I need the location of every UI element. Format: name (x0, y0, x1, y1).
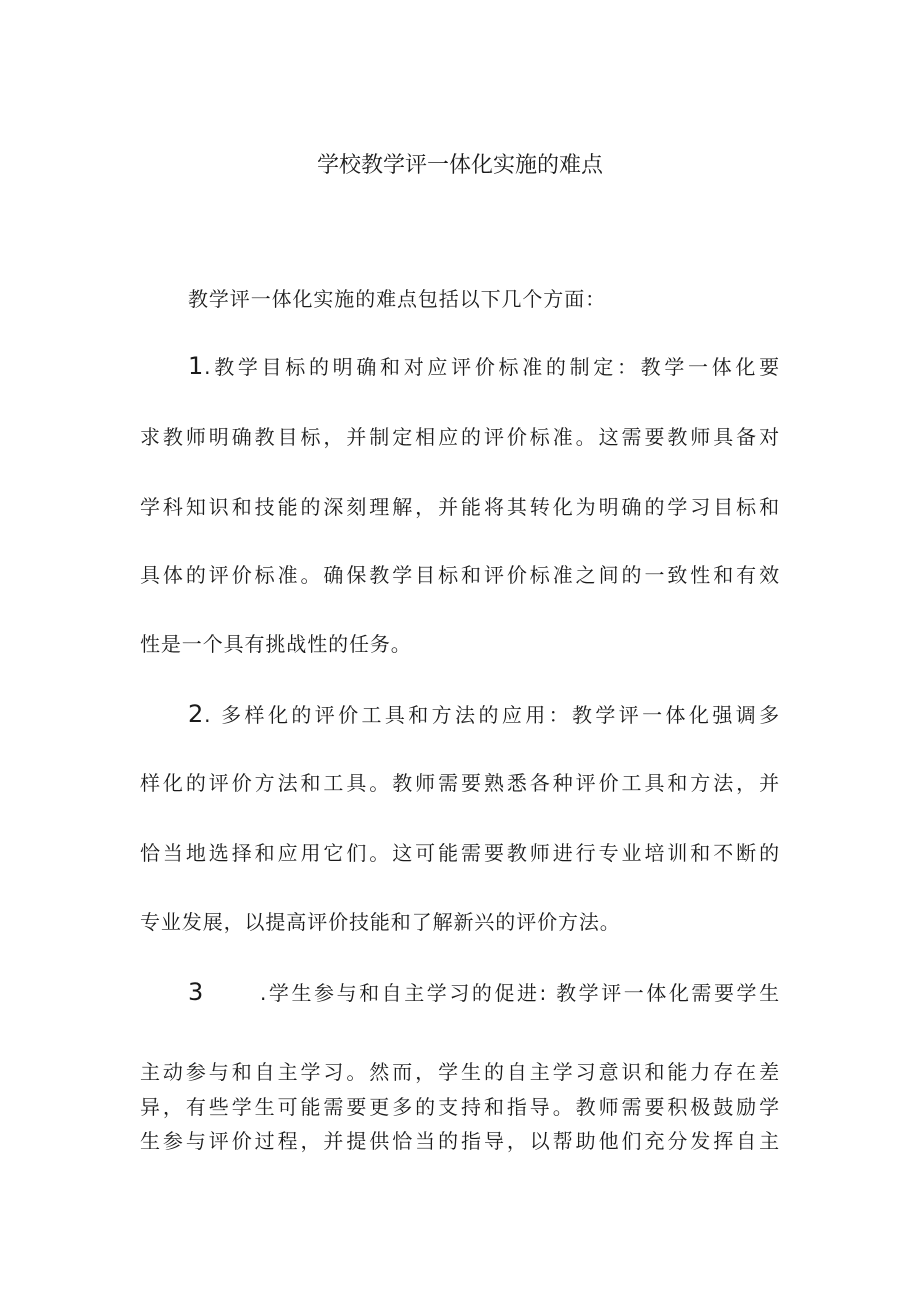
section-1-line-5: 性是一个具有挑战性的任务。 (140, 632, 412, 656)
section-1-line-3: 学科知识和技能的深刻理解，并能将其转化为明确的学习目标和 (140, 495, 780, 519)
section-1-line-1 (188, 351, 780, 382)
section-2-number: 2 (188, 700, 205, 728)
intro-paragraph: 教学评一体化实施的难点包括以下几个方面： (188, 287, 606, 311)
section-3-line-3: 异，有些学生可能需要更多的支持和指导。教师需要积极鼓励学 (140, 1095, 780, 1119)
section-1-heading-text: .教学目标的明确和对应评价标准的制定：教学一体化要 (204, 355, 780, 379)
section-3-line-1 (188, 977, 780, 1008)
section-1-line-2: 求教师明确教目标，并制定相应的评价标准。这需要教师具备对 (140, 425, 780, 449)
section-2-line-4: 专业发展，以提高评价技能和了解新兴的评价方法。 (140, 910, 621, 934)
section-2-line-1 (188, 699, 780, 730)
section-2-line-2: 样化的评价方法和工具。教师需要熟悉各种评价工具和方法，并 (140, 771, 780, 795)
section-3-number: 3 (188, 978, 205, 1006)
section-3-heading-text: .学生参与和自主学习的促进: 教学评一体化需要学生 (260, 981, 780, 1005)
section-3-line-2: 主动参与和自主学习。然而，学生的自主学习意识和能力存在差 (140, 1060, 780, 1084)
section-2-heading-text: . 多样化的评价工具和方法的应用：教学评一体化强调多 (204, 703, 780, 727)
section-1-line-4: 具体的评价标准。确保教学目标和评价标准之间的一致性和有效 (140, 563, 780, 587)
section-2-line-3: 恰当地选择和应用它们。这可能需要教师进行专业培训和不断的 (140, 841, 780, 865)
section-3-line-4: 生参与评价过程，并提供恰当的指导，以帮助他们充分发挥自主 (140, 1129, 780, 1153)
page-title: 学校教学评一体化实施的难点 (316, 153, 603, 178)
section-1-number: 1 (188, 352, 205, 380)
